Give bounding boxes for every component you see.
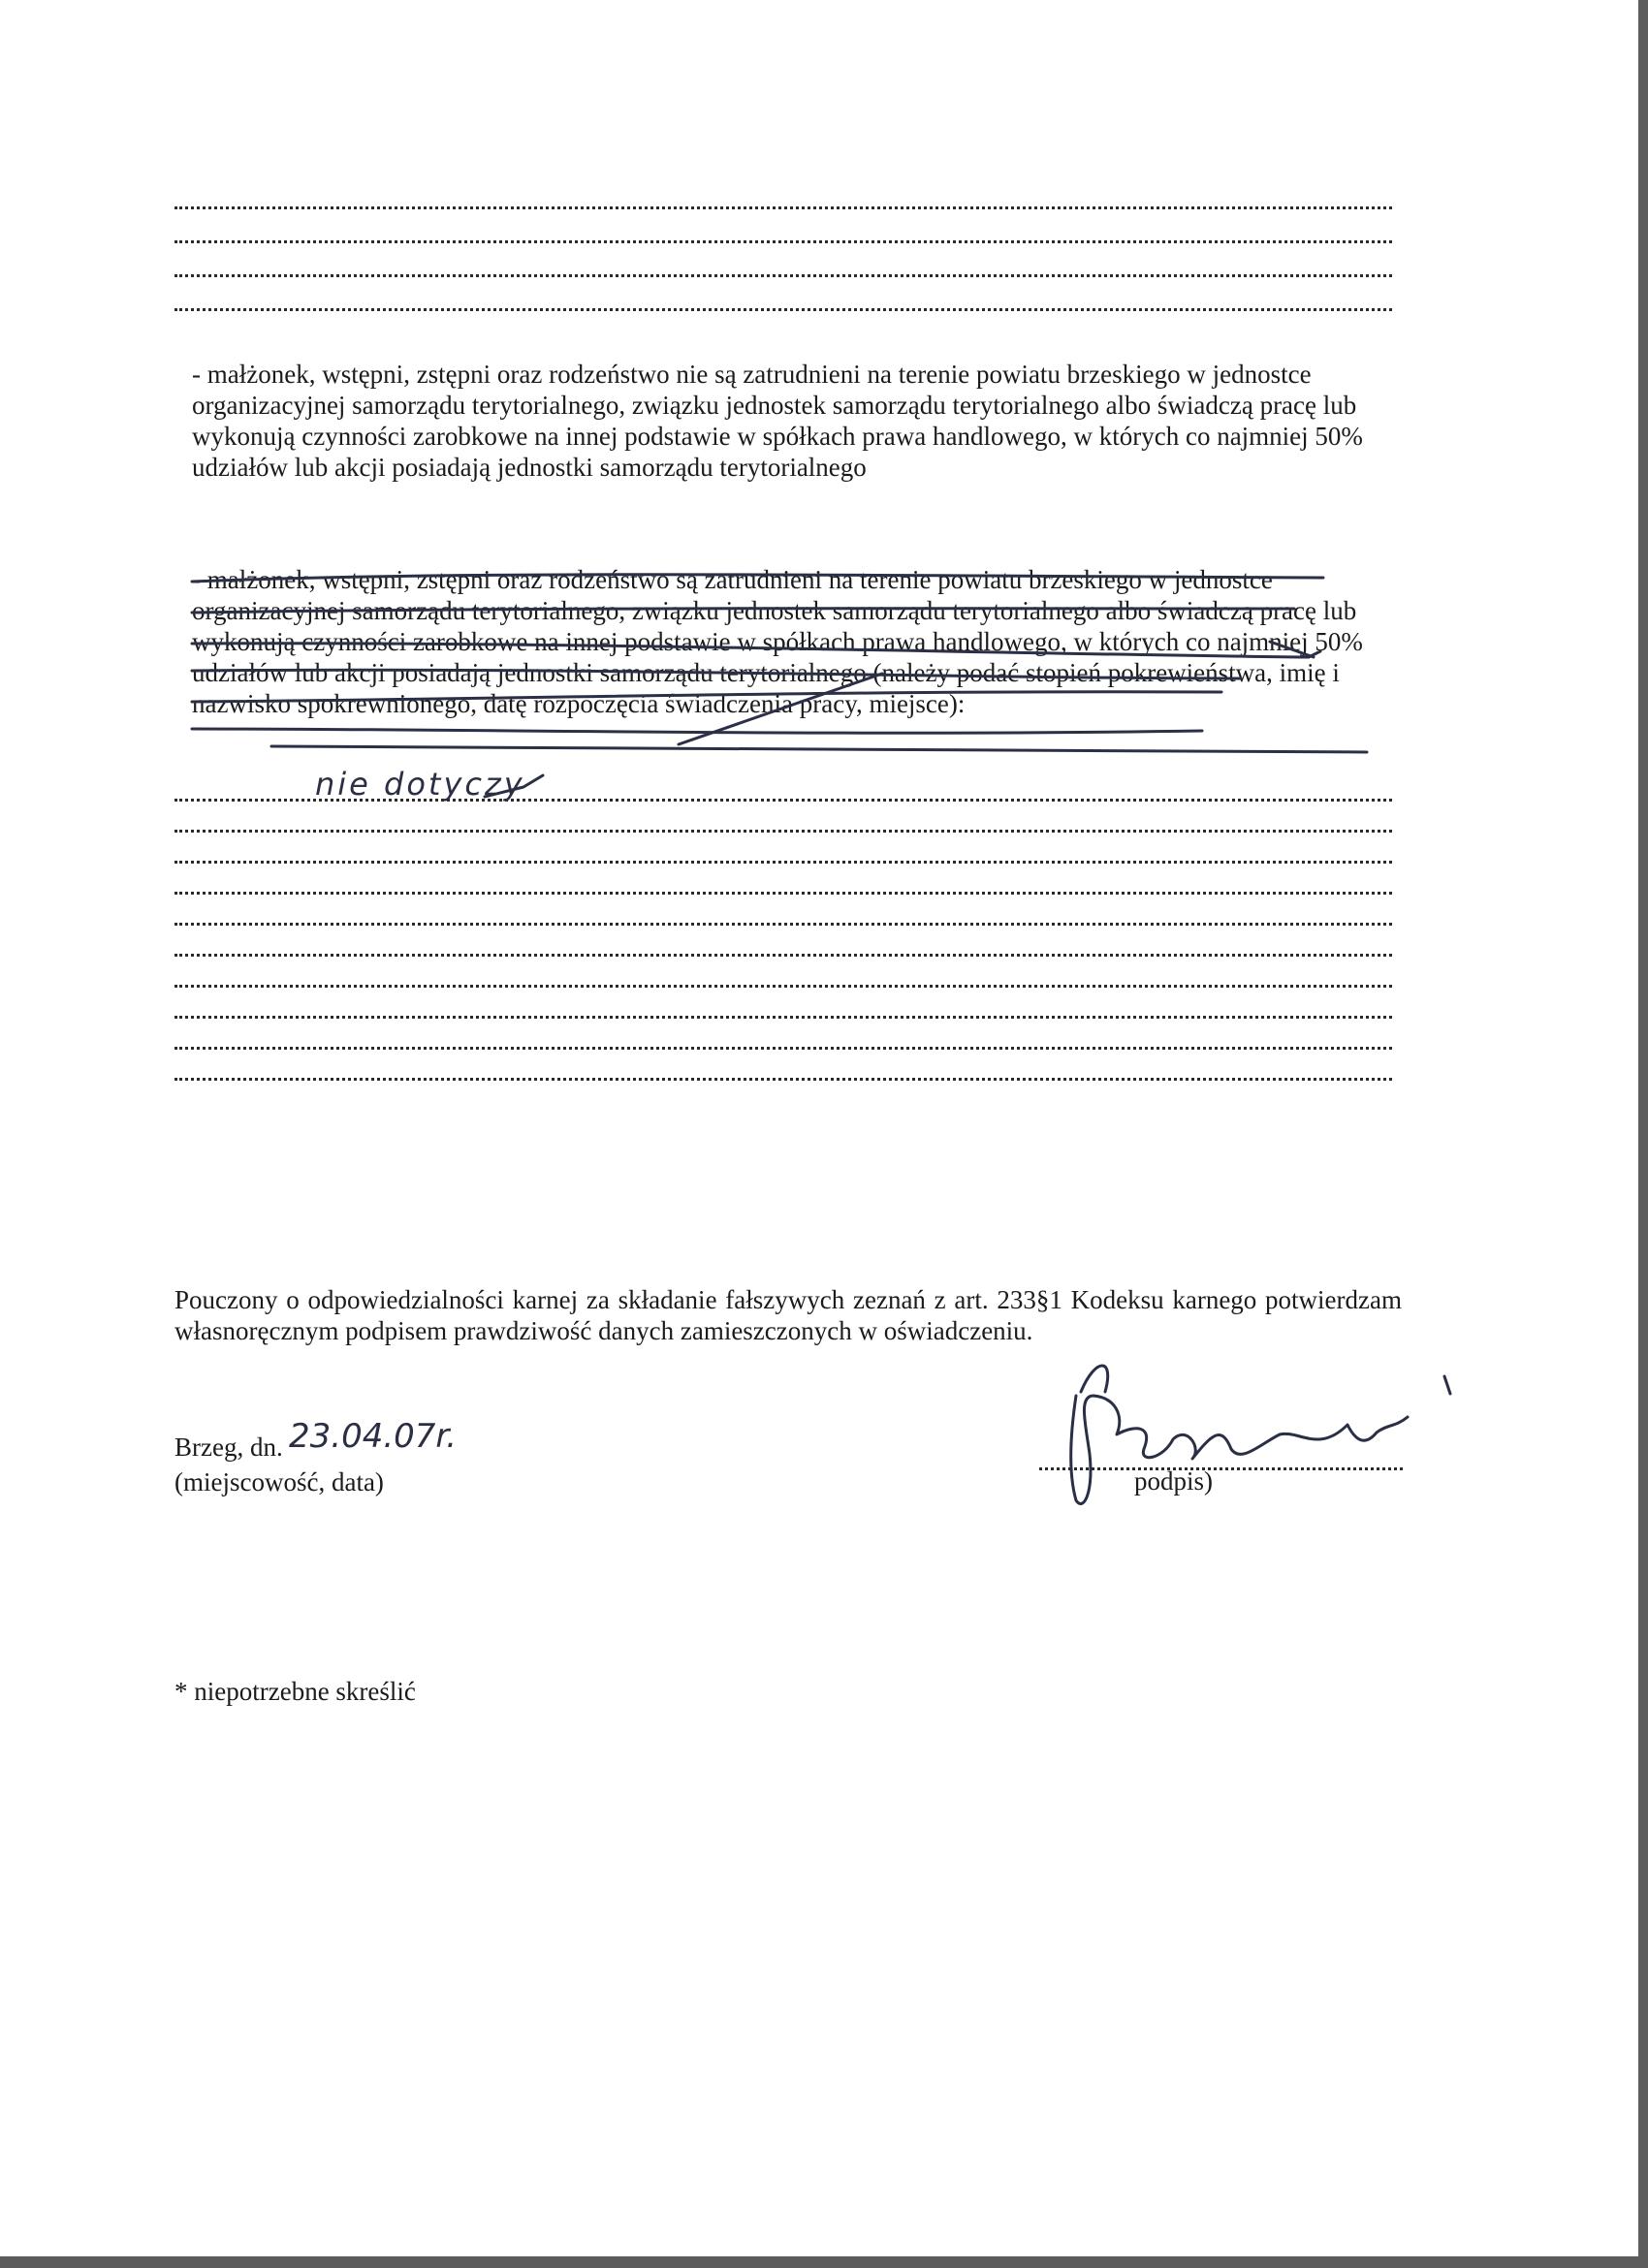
scan-edge xyxy=(0,2256,1648,2268)
signature-ink xyxy=(1081,1366,1108,1392)
dotted-line xyxy=(174,865,1392,895)
strike-line xyxy=(271,745,1367,752)
clause-text: - małżonek, wstępni, zstępni oraz rodzeństwo są zatrudnieni na terenie powiatu brzeskiego w jednostce organizacyjnej samorządu terytorialnego, związku jednostek samorządu terytorialnego albo świadczą pracę lub wykonują czynności zarobkowe na innej podstawie w spółkach prawa handlowego, w których co najmniej 50% udziałów lub akcji posiadają jednostki samorządu terytorialnego (należy podać stopień pokrewieństwa, imię i nazwisko spokrewnionego, datę rozpoczęcia świadczenia pracy, miejsce): xyxy=(192,565,1363,718)
dotted-line xyxy=(174,803,1392,833)
clause-not-employed xyxy=(171,359,1421,483)
dotted-line xyxy=(174,989,1392,1019)
dotted-line xyxy=(174,958,1392,988)
dotted-line xyxy=(174,1020,1392,1050)
handwritten-answer: nie dotyczy xyxy=(315,766,525,803)
dotted-line xyxy=(174,1051,1392,1081)
dotted-line xyxy=(174,247,1392,277)
signature-ink xyxy=(1444,1376,1450,1394)
scan-edge xyxy=(1638,0,1648,2268)
dotted-line xyxy=(174,896,1392,926)
footnote: * niepotrzebne skreślić xyxy=(174,1677,416,1706)
place-date-caption: (miejscowość, data) xyxy=(174,1467,384,1496)
dotted-line xyxy=(174,213,1392,243)
strike-line xyxy=(192,729,1202,733)
signature-caption: podpis) xyxy=(1134,1466,1213,1496)
handwritten-date: 23.04.07r. xyxy=(289,1417,458,1456)
place-prefix: Brzeg, dn. xyxy=(174,1433,283,1462)
dotted-line xyxy=(174,179,1392,209)
liability-statement: Pouczony o odpowiedzialności karnej za składanie fałszywych zeznań z art. 233§1 Kodeksu karnego potwierdzam własnoręcznym podpisem prawdziwość danych zamieszczonych w oświadczeniu. xyxy=(174,1285,1402,1345)
dotted-line xyxy=(174,281,1392,311)
clause-text: - małżonek, wstępni, zstępni oraz rodzeństwo nie są zatrudnieni na terenie powiatu brzeskiego w jednostce organizacyjnej samorządu terytorialnego, związku jednostek samorządu terytorialnego albo świadczą pracę lub wykonują czynności zarobkowe na innej podstawie w spółkach prawa handlowego, w których co najmniej 50% udziałów lub akcji posiadają jednostki samorządu terytorialnego xyxy=(192,360,1363,482)
clause-employed-struck xyxy=(171,564,1421,719)
signature-line xyxy=(1039,1442,1403,1470)
dotted-line xyxy=(174,927,1392,957)
dotted-line xyxy=(174,834,1392,864)
